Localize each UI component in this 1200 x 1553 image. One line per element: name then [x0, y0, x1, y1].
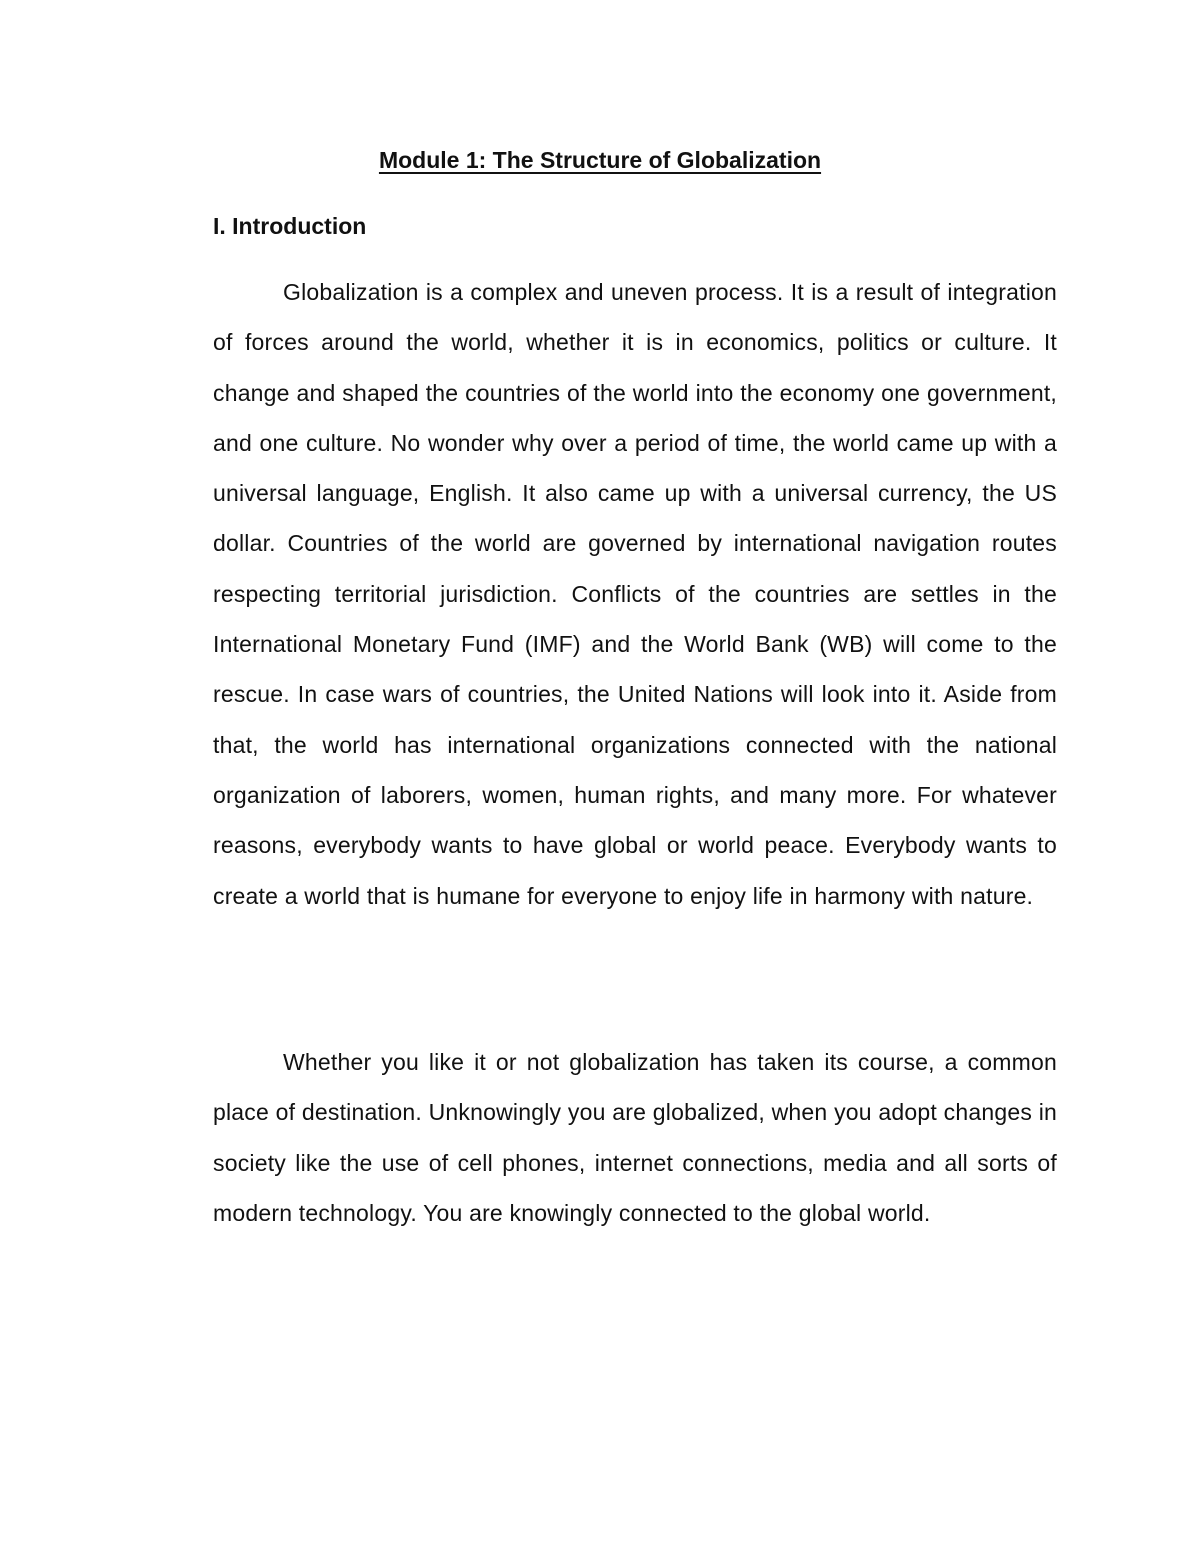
section-heading-introduction: I. Introduction	[213, 213, 367, 239]
document-title: Module 1: The Structure of Globalization	[378, 147, 822, 173]
paragraph-2: Whether you like it or not globalization has taken its course, a common place of destination. Unknowingly you are globalized, when you adopt changes in society like the use of cell phones, internet connections, media and all sorts of modern technology. You are knowingly connected to the global world.	[213, 1049, 1057, 1226]
paragraph-1: Globalization is a complex and uneven process. It is a result of integration of forces around the world, whether it is in economics, politics or culture. It change and shaped the countries of the world into the economy one government, and one culture. No wonder why over a period of time, the world came up with a universal language, English. It also came up with a universal currency, the US dollar. Countries of the world are governed by international navigation routes respecting territorial jurisdiction. Conflicts of the countries are settles in the International Monetary Fund (IMF) and the World Bank (WB) will come to the rescue. In case wars of countries, the United Nations will look into it. Aside from that, the world has international organizations connected with the national organization of laborers, women, human rights, and many more. For whatever reasons, everybody wants to have global or world peace. Everybody wants to create a world that is humane for everyone to enjoy life in harmony with nature.	[213, 279, 1057, 909]
